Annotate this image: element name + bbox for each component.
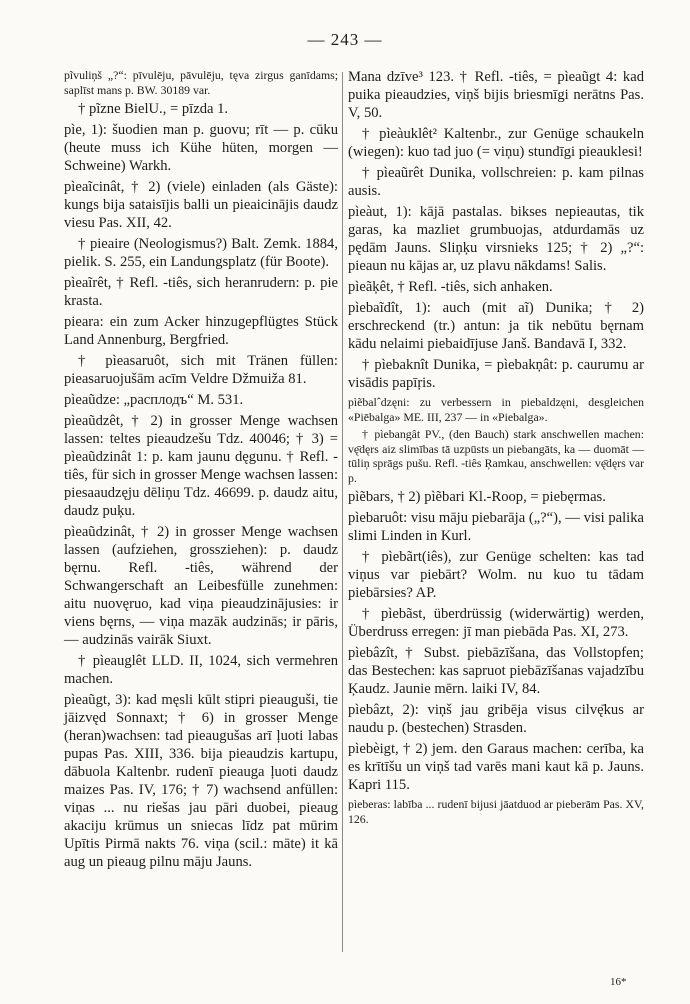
column-divider bbox=[342, 72, 343, 952]
left-column bbox=[64, 68, 338, 874]
dictionary-entry: pìebâzît, † Subst. piebāzīšana, das Vollstopfen; das Bestechen: kas sapruot piebāzīšanas vajadzību Ķaudz. Jaunie mērn. laiki IV, 84. bbox=[348, 645, 644, 697]
dictionary-entry: pìeàut, 1): kājā pastalas. bikses nepieautas, tik garas, ka mazliet grumbuojas, atdurdamās uz pędām Jauns. Sliņķu virsnieks 125; † 2) „?“: pieaun nu kājas ar, uz plavu nākdams! Salis. bbox=[348, 204, 644, 274]
dictionary-entry: † pìebãrt(iês), zur Genüge schelten: kas tad viņus var piebārt? Wolm. nu kuo tu tādam piebārsies? AP. bbox=[348, 549, 644, 601]
dictionary-entry: pĩvuliņš „?“: pīvulēju, pāvulēju, tęva zirgus ganīdams; saplīst mans p. BW. 30189 var. bbox=[64, 68, 338, 97]
dictionary-entry: † pìebangât PV., (den Bauch) stark anschwellen machen: vę̄dęrs aiz slimības tā uzpūsts un piebangāts, ka — duomāt — tūliņ sprāgs pušu. Refl. -tiês Ŗamkau, anschwellen: vę̄dęrs var p. bbox=[348, 427, 644, 485]
dictionary-entry: pìeaĩcinât, † 2) (viele) einladen (als Gäste): kungs bija sataisījis balli un pieaicinājis daudz viesu Pas. XII, 42. bbox=[64, 179, 338, 231]
dictionary-entry: † pieaire (Neologismus?) Balt. Zemk. 1884, pielik. S. 255, ein Landungsplatz (für Boote). bbox=[64, 236, 338, 270]
right-column bbox=[348, 68, 644, 829]
dictionary-entry: pìeaũdzinât, † 2) in grosser Menge wachsen lassen (aufziehen, grossziehen): p. daudz bęrnu. Refl. -tiês, während der Schwangerschaft an Leibesfülle zunehmen: aitu nuovęruo, kad viņa pieaudzinājusies: ir viens bęrns, — viņa mazāk audzinās; ir pāris, — audzinās vairāk Siuxt. bbox=[64, 524, 338, 648]
dictionary-entry: pìeberas: labība ... rudenī bijusi jāatduod ar pieberām Pas. XV, 126. bbox=[348, 797, 644, 826]
dictionary-entry: pìebaruôt: visu māju piebarāja („?“), — visi palika slimi Linden in Kurl. bbox=[348, 510, 644, 544]
dictionary-entry: pieara: ein zum Acker hinzugepflügtes Stück Land Annenburg, Bergfried. bbox=[64, 314, 338, 348]
dictionary-entry: † pìeàuklêt² Kaltenbr., zur Genüge schaukeln (wiegen): kuo tad juo (= viņu) stundīgi pieauklesi! bbox=[348, 126, 644, 160]
dictionary-entry: pìẽbalˆdzęni: zu verbessern in piebaldzęni, desgleichen «Piēbalga» ME. III, 237 — in «Piebalga». bbox=[348, 395, 644, 424]
dictionary-entry: † pìeasaruôt, sich mit Tränen füllen: pieasaruojušām acīm Veldre Džmuiža 81. bbox=[64, 353, 338, 387]
dictionary-entry: pìeaũgt, 3): kad męsli kūlt stipri pieauguši, tie jāizvęd Sonnaxt; † 6) in grosser Menge (heran)wachsen: tad pieaugušas arī ļuoti labas pupas Pas. XIII, 336. bija pieaudzis kartupu, dābuola Kaltenbr. rudenī pieauga ļuoti daudz maizes Pas. IV, 176; † 7) wachsend anfüllen: viņas ... nu riešas jau pāri duobei, pieaug akaciju krūmus un sniecas līdz pat mūrim Upītis Pirmā nakts 76. viņa (scil.: māte) it kā aug un pieaug pilnu māju Jauns. bbox=[64, 692, 338, 870]
dictionary-entry: † pìebãst, überdrüssig (widerwärtig) werden, Überdruss erregen: jī man piebāda Pas. XI, 273. bbox=[348, 606, 644, 640]
dictionary-entry: pìebèigt, † 2) jem. den Garaus machen: cerība, ka es krītīšu un viņš tad varēs mani kaut kā p. Jauns. Kapri 115. bbox=[348, 741, 644, 793]
dictionary-entry: pìeaũdze: „расплодъ“ M. 531. bbox=[64, 392, 244, 408]
page-number: — 243 — bbox=[307, 30, 383, 49]
dictionary-entry: pìẽbars, † 2) pìẽbari Kl.-Roop, = piebęrmas. bbox=[348, 489, 606, 505]
dictionary-entry: pìebaĩdît, 1): auch (mit aĩ) Dunika; † 2) erschreckend (tr.) antun: ja tik nebūtu bęrnam kādu nelaimi piebaidījuse Janš. Bandavā I, 332. bbox=[348, 300, 644, 352]
dictionary-entry: † pìeauglêt LLD. II, 1024, sich vermehren machen. bbox=[64, 653, 338, 687]
dictionary-entry: Mana dzīve³ 123. † Refl. -tiês, = pìeaũgt 4: kad puika pieaudzies, viņš bijis briesmīgi nerātns Pas. V, 50. bbox=[348, 69, 644, 121]
dictionary-entry: pìebâzt, 2): viņš jau gribēja visus cilvę̄kus ar naudu p. (bestechen) Strasden. bbox=[348, 702, 644, 736]
dictionary-entry: † pìeaũrêt Dunika, vollschreien: p. kam pilnas ausis. bbox=[348, 165, 644, 199]
page-signature: 16* bbox=[610, 976, 627, 988]
dictionary-entry: pìeaũdzêt, † 2) in grosser Menge wachsen lassen: teltes pieaudzešu Tdz. 40046; † 3) = pìeaũdzinât 1: p. kam jaunu dęgunu. † Refl. -tiês, für sich in grosser Menge wachsen lassen: piesaaudzęju dēliņu Tdz. 46699. p. daudz aitu, daudz puķu. bbox=[64, 413, 338, 519]
dictionary-entry: † pĩzne BielU., = pīzda 1. bbox=[78, 101, 229, 117]
dictionary-entry: pìe, 1): šuodien man p. guovu; rīt — p. cūku (heute muss ich Kühe hüten, morgen — Schweine) Warkh. bbox=[64, 122, 338, 174]
dictionary-entry: pìeãķêt, † Refl. -tiês, sich anhaken. bbox=[348, 279, 553, 295]
dictionary-entry: † pìebaknît Dunika, = pìebakņât: p. caurumu ar visādis papīŗis. bbox=[348, 357, 644, 391]
dictionary-entry: pìeaĩrêt, † Refl. -tiês, sich heranrudern: p. pie krasta. bbox=[64, 275, 338, 309]
